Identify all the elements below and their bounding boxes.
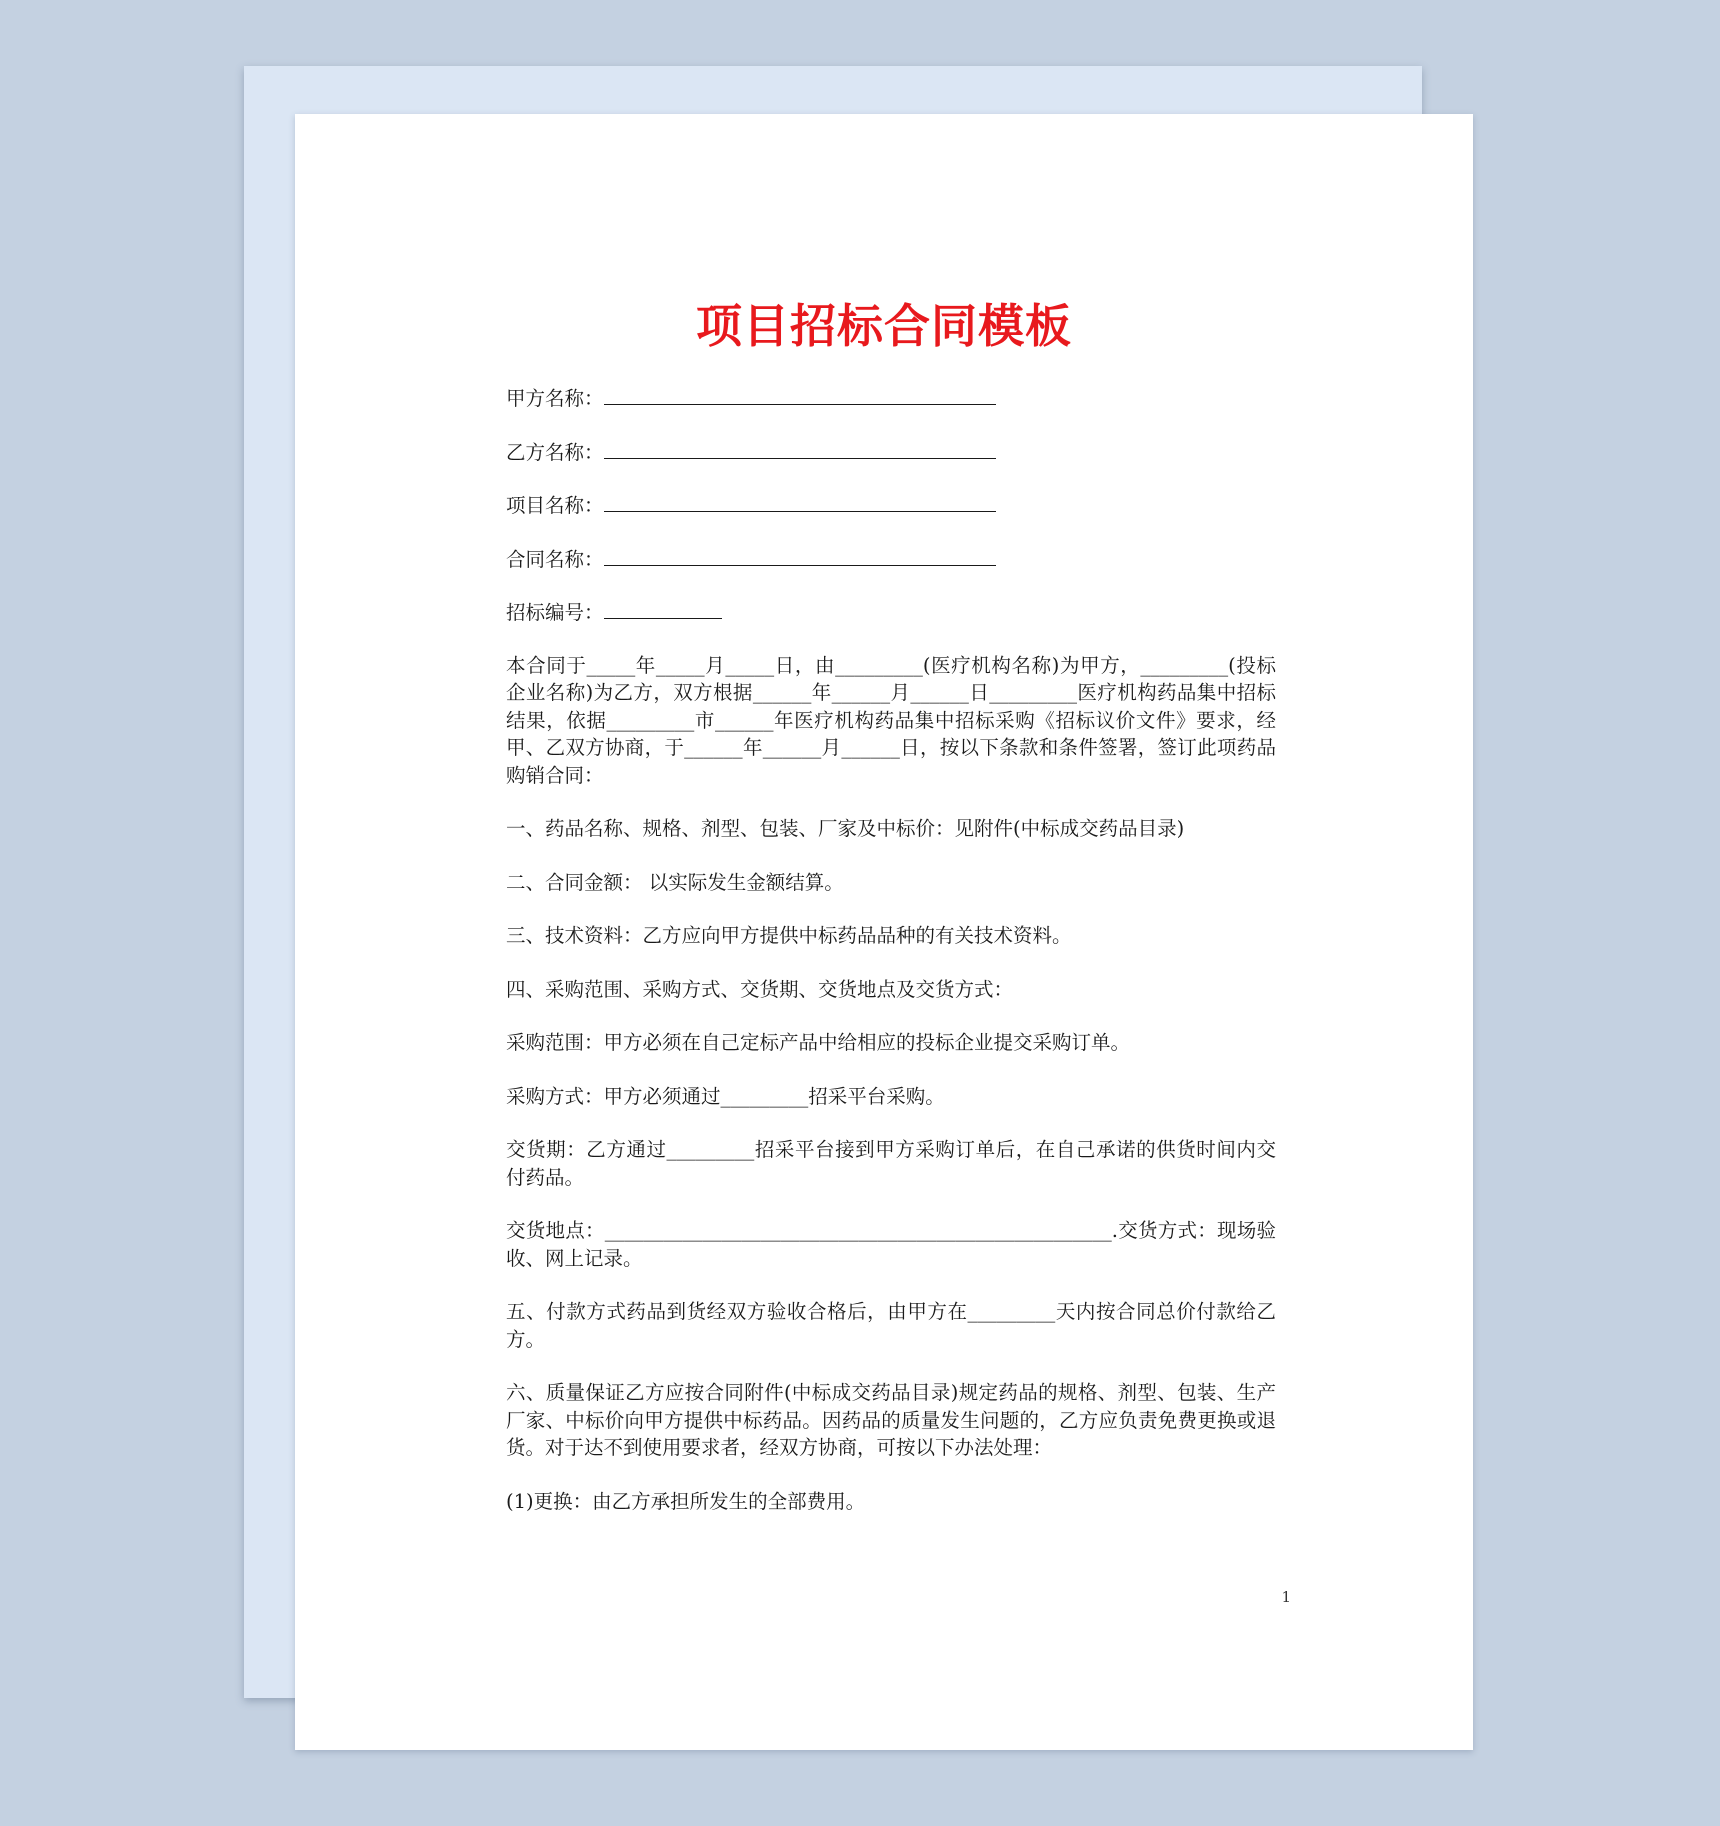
blank-line	[604, 491, 996, 512]
paragraph-delivery-place: 交货地点：____________________________________________________.交货方式：现场验收、网上记录。	[506, 1219, 1276, 1270]
field-label: 招标编号：	[506, 601, 604, 624]
paragraph-clause-1: 一、药品名称、规格、剂型、包装、厂家及中标价：见附件(中标成交药品目录)	[506, 817, 1185, 840]
page-number: 1	[1281, 1588, 1291, 1606]
blank-line	[604, 545, 996, 566]
document-body	[506, 384, 1276, 1541]
document-title: 项目招标合同模板	[696, 299, 1072, 353]
blank-line	[604, 598, 722, 619]
blank-line	[604, 438, 996, 459]
field-label: 乙方名称：	[506, 440, 604, 464]
field-party-a	[506, 384, 1276, 412]
paragraph-replacement: (1)更换：由乙方承担所发生的全部费用。	[506, 1489, 866, 1513]
paragraph-preamble: 本合同于_____年_____月_____日，由_________(医疗机构名称)为甲方，_________(投标企业名称)为乙方，双方根据______年______月______日_________医疗机构药品集中招标结果，依据_________市______年医疗机构药品集中招标采购《招标议价文件》要求，经甲、乙双方协商，于______年______月______日，按以下条款和条件签署，签订此项药品购销合同：	[506, 653, 1276, 787]
paragraph-purchase-scope: 采购范围：甲方必须在自己定标产品中给相应的投标企业提交采购订单。	[506, 1031, 1131, 1054]
paragraph-clause-2: 二、合同金额： 以实际发生金额结算。	[506, 870, 844, 894]
paragraph-clause-4: 四、采购范围、采购方式、交货期、交货地点及交货方式：	[506, 977, 1014, 1001]
paragraph-clause-6: 六、质量保证乙方应按合同附件(中标成交药品目录)规定药品的规格、剂型、包装、生产厂家、中标价向甲方提供中标药品。因药品的质量发生问题的，乙方应负责免费更换或退货。对于达不到使用要求者，经双方协商，可按以下办法处理：	[506, 1381, 1276, 1459]
field-party-b	[506, 438, 1276, 466]
document-page	[295, 114, 1473, 1750]
paragraph-purchase-method: 采购方式：甲方必须通过_________招采平台采购。	[506, 1084, 945, 1108]
blank-line	[604, 384, 996, 405]
field-label: 项目名称：	[506, 494, 604, 517]
field-bid-number	[506, 598, 1276, 626]
field-project-name	[506, 491, 1276, 519]
field-label: 合同名称：	[506, 547, 604, 571]
field-label: 甲方名称：	[506, 387, 604, 410]
paragraph-clause-3: 三、技术资料：乙方应向甲方提供中标药品品种的有关技术资料。	[506, 924, 1072, 947]
field-contract-name	[506, 545, 1276, 573]
paragraph-delivery-period: 交货期：乙方通过_________招采平台接到甲方采购订单后，在自己承诺的供货时间内交付药品。	[506, 1138, 1276, 1189]
paragraph-clause-5: 五、付款方式药品到货经双方验收合格后，由甲方在_________天内按合同总价付款给乙方。	[506, 1300, 1276, 1351]
